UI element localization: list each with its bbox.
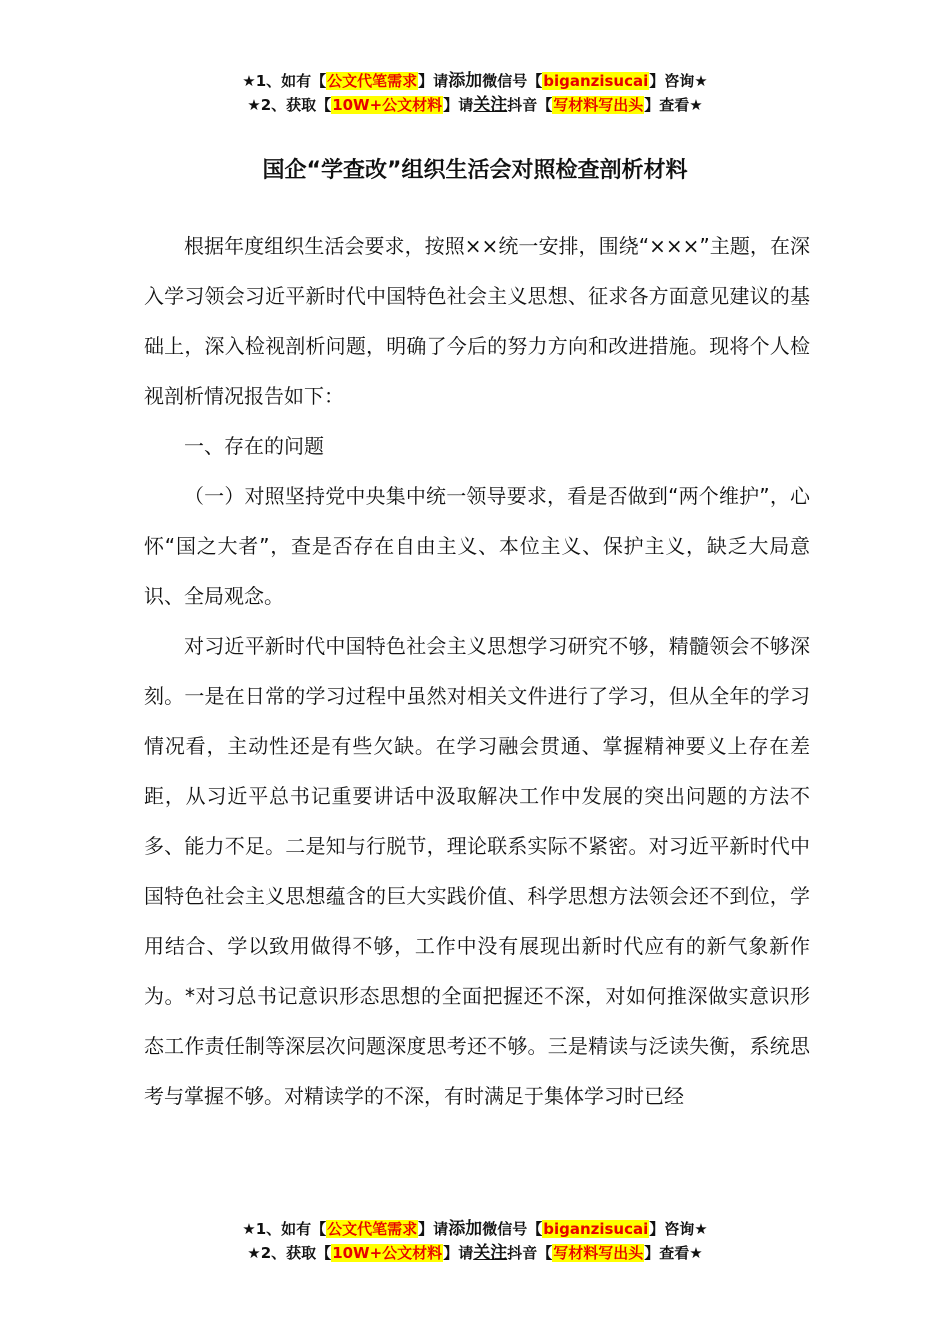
subsection-heading: （一）对照坚持党中央集中统一领导要求，看是否做到“两个维护”，心怀“国之大者”，查是否存在自由主义、本位主义、保护主义，缺乏大局意识、全局观念。 [144,484,810,608]
promo-text: ★1、如有【 [242,1220,327,1238]
promo-text: 】查看★ [644,96,703,114]
promo-text: ★2、获取【 [247,1244,332,1262]
promo-text: 】请 [443,1244,474,1262]
paragraph-intro: 根据年度组织生活会要求，按照××统一安排，围绕“×××”主题，在深入学习领会习近平新时代中国特色社会主义思想、征求各方面意见建议的基础上，深入检视剖析问题，明确了今后的努力方向和改进措施。现将个人检视剖析情况报告如下： [144,234,810,408]
promo-emphasis: 添加 [448,71,483,91]
promo-emphasis: 关注 [473,95,508,115]
promo-text: 抖音【 [507,96,553,114]
promo-text: 】咨询★ [649,72,708,90]
paragraph-body: 对习近平新时代中国特色社会主义思想学习研究不够，精髓领会不够深刻。一是在日常的学习过程中虽然对相关文件进行了学习，但从全年的学习情况看，主动性还是有些欠缺。在学习融会贯通、掌握精神要义上存在差距，从习近平总书记重要讲话中汲取解决工作中发展的突出问题的方法不多、能力不足。二是知与行脱节，理论联系实际不紧密。对习近平新时代中国特色社会主义思想蕴含的巨大实践价值、科学思想方法领会还不到位，学用结合、学以致用做得不够，工作中没有展现出新时代应有的新气象新作为。*对习总书记意识形态思想的全面把握还不深，对如何推深做实意识形态工作责任制等深层次问题深度思考还不够。三是精读与泛读失衡，系统思考与掌握不够。对精读学的不深，有时满足于集体学习时已经 [144,634,810,1108]
promo-highlight: 写材料写出头 [553,96,644,114]
promo-highlight: 公文代笔需求 [327,72,418,90]
document-body [144,221,810,1121]
promo-highlight: biganzisucai [543,1220,649,1238]
promo-emphasis: 关注 [473,1243,508,1263]
promo-line-1 [0,69,950,93]
promo-text: 】查看★ [644,1244,703,1262]
top-promo-banner [0,69,950,117]
promo-text: ★1、如有【 [242,72,327,90]
promo-highlight: 10W+公文材料 [332,1244,443,1262]
promo-text: 】请 [418,1220,449,1238]
promo-text: 抖音【 [507,1244,553,1262]
promo-text: 】请 [418,72,449,90]
section-heading: 一、存在的问题 [184,434,324,458]
promo-highlight: 写材料写出头 [553,1244,644,1262]
promo-text: ★2、获取【 [247,96,332,114]
promo-text: 微信号【 [482,72,543,90]
promo-highlight: 公文代笔需求 [327,1220,418,1238]
bottom-promo-banner [0,1217,950,1265]
document-title: 国企“学查改”组织生活会对照检查剖析材料 [262,158,688,183]
promo-line-2 [0,1241,950,1265]
promo-emphasis: 添加 [448,1219,483,1239]
promo-text: 微信号【 [482,1220,543,1238]
promo-text: 】咨询★ [649,1220,708,1238]
promo-highlight: biganzisucai [543,72,649,90]
promo-text: 】请 [443,96,474,114]
promo-highlight: 10W+公文材料 [332,96,443,114]
promo-line-1 [0,1217,950,1241]
promo-line-2 [0,93,950,117]
